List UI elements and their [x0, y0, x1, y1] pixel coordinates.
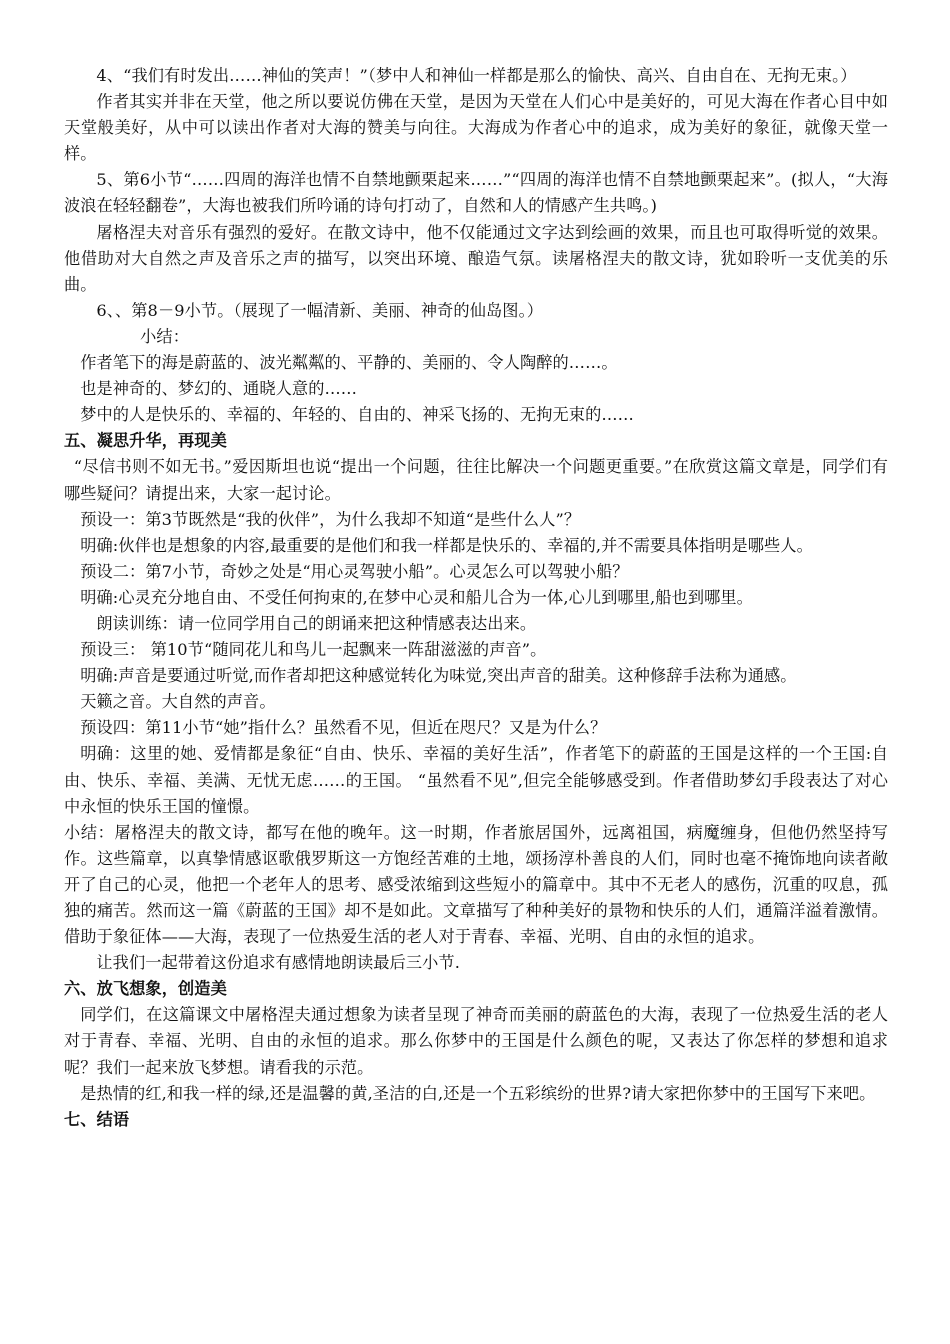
paragraph: “尽信书则不如无书。”爱因斯坦也说“提出一个问题，往往比解决一个问题更重要。”在欣赏这篇文章是，同学们有哪些疑问？请提出来，大家一起讨论。 [64, 457, 888, 503]
section-heading-5: 五、凝思升华，再现美 [64, 431, 227, 451]
section-heading-6: 六、放飞想象，创造美 [64, 979, 227, 999]
paragraph: 也是神奇的、梦幻的、通晓人意的…… [80, 379, 358, 399]
section-heading-7: 七、结语 [64, 1109, 130, 1129]
paragraph: 作者笔下的海是蔚蓝的、波光粼粼的、平静的、美丽的、令人陶醉的……。 [80, 353, 618, 373]
paragraph: 预设三： 第10节“随同花儿和鸟儿一起飘来一阵甜滋滋的声音”。 [80, 640, 547, 660]
paragraph: 明确:心灵充分地自由、不受任何拘束的,在梦中心灵和船儿合为一体,心儿到哪里,船也到哪里。 [80, 587, 753, 607]
summary-label: 小结： [140, 326, 189, 346]
paragraph: 预设一：第3节既然是“我的伙伴”，为什么我却不知道“是些什么人”？ [80, 509, 581, 529]
paragraph: 让我们一起带着这份追求有感情地朗读最后三小节. [96, 953, 460, 973]
paragraph: 是热情的红,和我一样的绿,还是温馨的黄,圣洁的白,还是一个五彩缤纷的世界?请大家把你梦中的王国写下来吧。 [80, 1083, 876, 1103]
paragraph: 预设四：第11小节“她”指什么？虽然看不见，但近在咫尺？又是为什么？ [80, 718, 607, 738]
paragraph: 梦中的人是快乐的、幸福的、年轻的、自由的、神采飞扬的、无拘无束的…… [80, 405, 634, 425]
paragraph: 天籁之音。大自然的声音。 [80, 692, 276, 712]
paragraph: 6、、第8－9小节。（展现了一幅清新、美丽、神奇的仙岛图。） [96, 300, 544, 320]
paragraph: 作者其实并非在天堂，他之所以要说仿佛在天堂，是因为天堂在人们心中是美好的，可见大海在作者心目中如天堂般美好，从中可以读出作者对大海的赞美与向往。大海成为作者心中的追求，成为美好的象征，就像天堂一样。 [64, 92, 888, 164]
paragraph: 明确:声音是要通过听觉,而作者却把这种感觉转化为味觉,突出声音的甜美。这种修辞手法称为通感。 [80, 666, 797, 686]
paragraph: 朗读训练：请一位同学用自己的朗诵来把这种情感表达出来。 [96, 613, 537, 633]
paragraph: 屠格涅夫对音乐有强烈的爱好。在散文诗中，他不仅能通过文字达到绘画的效果，而且也可取得听觉的效果。他借助对大自然之声及音乐之声的描写，以突出环境、酿造气氛。读屠格涅夫的散文诗，犹如聆听一支优美的乐曲。 [64, 222, 888, 294]
paragraph: 4、“我们有时发出……神仙的笑声！”（梦中人和神仙一样都是那么的愉快、高兴、自由自在、无拘无束。） [96, 66, 857, 85]
paragraph: 同学们，在这篇课文中屠格涅夫通过想象为读者呈现了神奇而美丽的蔚蓝色的大海，表现了一位热爱生活的老人对于青春、幸福、光明、自由的永恒的追求。那么你梦中的王国是什么颜色的呢，又表达了你怎样的梦想和追求呢？我们一起来放飞梦想。请看我的示范。 [64, 1005, 888, 1077]
paragraph: 明确：这里的她、爱情都是象征“自由、快乐、幸福的美好生活”，作者笔下的蔚蓝的王国是这样的一个王国:自由、快乐、幸福、美满、无忧无虑……的王国。 “虽然看不见”,但完全能够感受到。作者借助梦幻手段表达了对心中永恒的快乐王国的憧憬。 [64, 744, 888, 816]
paragraph: 预设二：第7小节，奇妙之处是“用心灵驾驶小船”。心灵怎么可以驾驶小船？ [80, 561, 629, 581]
paragraph: 5、第6小节“……四周的海洋也情不自禁地颤栗起来……”“四周的海洋也情不自禁地颤栗起来”。(拟人，“大海波浪在轻轻翻卷”，大海也被我们所吟诵的诗句打动了，自然和人的情感产生共鸣。) [64, 170, 888, 216]
paragraph: 明确:伙伴也是想象的内容,最重要的是他们和我一样都是快乐的、幸福的,并不需要具体指明是哪些人。 [80, 535, 813, 555]
paragraph: 小结：屠格涅夫的散文诗，都写在他的晚年。这一时期，作者旅居国外，远离祖国，病魔缠身，但他仍然坚持写作。这些篇章，以真挚情感讴歌俄罗斯这一方饱经苦难的土地，颂扬淳朴善良的人们，同时也毫不掩饰地向读者敞开了自己的心灵，他把一个老年人的思考、感受浓缩到这些短小的篇章中。其中不无老人的感伤，沉重的叹息，孤独的痛苦。然而这一篇《蔚蓝的王国》却不是如此。文章描写了种种美好的景物和快乐的人们，通篇洋溢着激情。借助于象征体——大海，表现了一位热爱生活的老人对于青春、幸福、光明、自由的永恒的追求。 [64, 822, 888, 947]
